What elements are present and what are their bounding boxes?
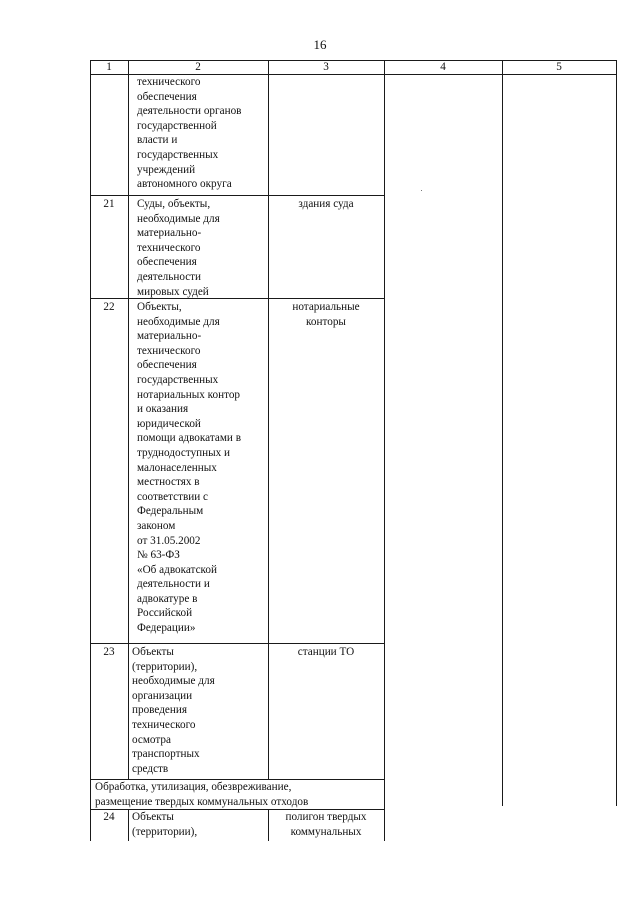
row-23-col2: Объекты (территории), необходимые для организации проведения технического осмотра транспортных средств bbox=[132, 646, 215, 775]
row-22-num: 22 bbox=[103, 301, 115, 313]
table-line bbox=[502, 60, 503, 806]
header-col-5: 5 bbox=[556, 61, 562, 73]
row-22-col2: Объекты, необходимые для материально- технического обеспечения государственных нотариальных контор и оказания юридической помощи адвокатами в труднодоступных и малонаселенных местностях в соответствии с Федеральным законом от 31.05.2002 № 63-ФЗ «Об адвокатской деятельности и адвокатуре в Российской Федерации» bbox=[137, 301, 241, 635]
row-23-col3: станции ТО bbox=[297, 646, 355, 658]
page-number: 16 bbox=[313, 37, 327, 52]
row-24-col3: полигон твердых коммунальных bbox=[285, 811, 367, 838]
table-line bbox=[384, 60, 385, 841]
section-title: Обработка, утилизация, обезвреживание, размещение твердых коммунальных отходов bbox=[95, 781, 309, 808]
header-col-1: 1 bbox=[106, 61, 112, 73]
row-cont-col2: технического обеспечения деятельности органов государственной власти и государственных учреждений автономного округа bbox=[137, 76, 242, 191]
scan-speck bbox=[421, 190, 422, 191]
row-24-col2: Объекты (территории), bbox=[132, 811, 198, 838]
row-22-col3: нотариальные конторы bbox=[292, 301, 360, 328]
header-col-4: 4 bbox=[440, 61, 446, 73]
row-23-num: 23 bbox=[103, 646, 115, 658]
row-21-col3: здания суда bbox=[298, 198, 354, 210]
table-line bbox=[90, 643, 384, 644]
table-line bbox=[616, 60, 617, 806]
row-21-num: 21 bbox=[103, 198, 115, 210]
row-21-col2: Суды, объекты, необходимые для материально- технического обеспечения деятельности мировых судей bbox=[137, 198, 220, 298]
header-col-3: 3 bbox=[323, 61, 329, 73]
table-line bbox=[128, 60, 129, 779]
header-col-2: 2 bbox=[195, 61, 201, 73]
table-line bbox=[128, 809, 129, 841]
table-line bbox=[268, 60, 269, 779]
table-line bbox=[90, 60, 91, 841]
table-line bbox=[90, 195, 384, 196]
row-24-num: 24 bbox=[103, 811, 115, 823]
